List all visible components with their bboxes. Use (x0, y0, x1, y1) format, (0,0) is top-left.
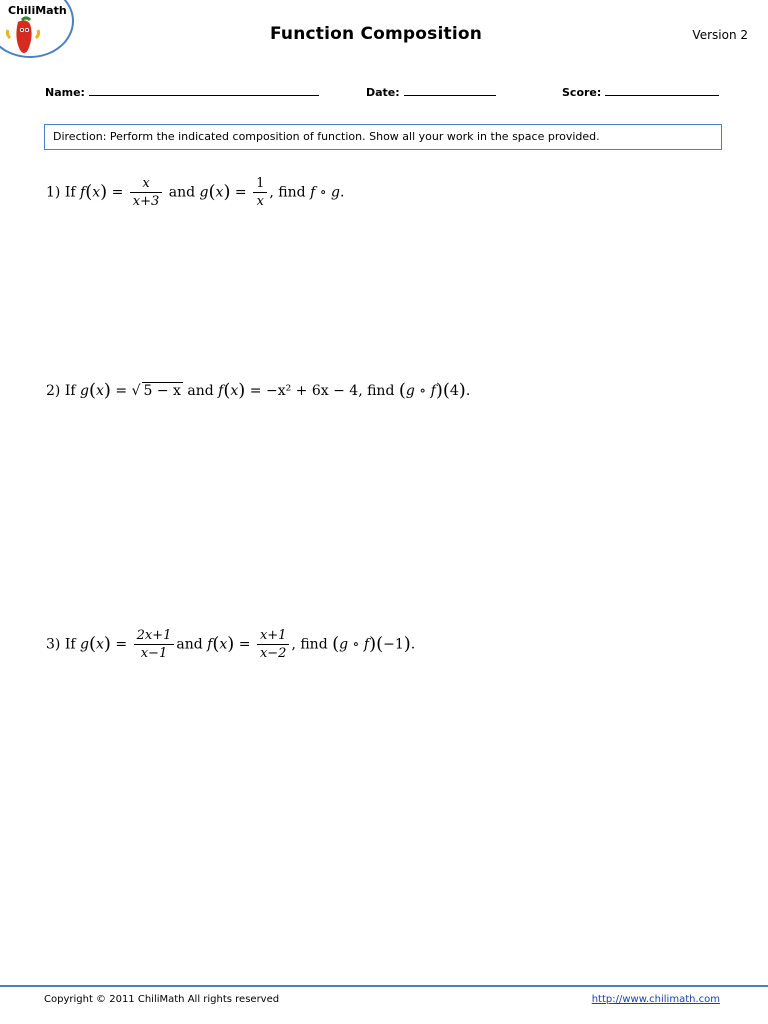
period: . (339, 184, 345, 201)
problem-number: 2) (46, 383, 61, 399)
problem-number: 3) (46, 636, 61, 653)
fraction-f (130, 176, 163, 209)
equals: = (115, 636, 128, 653)
var-x: x (219, 636, 228, 653)
equals: = (115, 383, 128, 399)
func-f: f (207, 636, 213, 653)
text-find: , find (358, 383, 395, 399)
var-x: x (230, 383, 239, 399)
name-field[interactable] (45, 86, 319, 99)
func-g: g (199, 184, 209, 201)
denominator: x−2 (259, 646, 287, 661)
footer-divider (0, 985, 768, 987)
numerator: 1 (253, 176, 267, 193)
text-if: If (64, 636, 76, 653)
fraction-g (253, 176, 267, 209)
equals: = (249, 383, 262, 399)
score-line (605, 86, 719, 96)
text-if: If (64, 383, 76, 399)
var-x: x (96, 636, 104, 653)
page-title: Function Composition (269, 24, 483, 44)
period: . (410, 636, 416, 653)
denominator: x (256, 194, 264, 209)
name-label: Name: (45, 86, 85, 99)
direction-box: Direction: Perform the indicated composition of function. Show all your work in the space provided. (44, 124, 722, 150)
date-label: Date: (366, 86, 400, 99)
score-label: Score: (562, 86, 602, 99)
copyright-text: Copyright © 2011 ChiliMath All rights reserved (44, 994, 280, 1005)
composition: g ∘ f (405, 383, 436, 399)
denominator: x−1 (140, 646, 168, 661)
var-x: x (92, 184, 101, 201)
func-f: f (218, 383, 224, 399)
logo-text: ChiliMath (8, 4, 67, 17)
composition: f ∘ g (310, 184, 340, 201)
fraction-f (257, 628, 290, 661)
sqrt-symbol: √ (131, 383, 141, 399)
var-x: x (215, 184, 224, 201)
sqrt-argument: 5 − x (143, 383, 181, 399)
equals: = (234, 184, 247, 201)
text-and: and (187, 383, 214, 399)
polynomial: −x² + 6x − 4 (265, 383, 359, 399)
equals: = (238, 636, 251, 653)
text-find: , find (269, 184, 306, 201)
date-line (404, 86, 496, 96)
problem-2: 2) If g(x) = √ 5 − x and f(x) = −x² + 6x − 4, find (g ∘ f)(4). (46, 380, 471, 401)
problem-number: 1) (46, 184, 61, 201)
website-link[interactable]: http://www.chilimath.com (591, 994, 720, 1005)
numerator: x+1 (257, 628, 290, 645)
argument: 4 (449, 383, 459, 399)
date-field[interactable] (366, 86, 496, 99)
equals: = (111, 184, 124, 201)
problem-1: 1) If f(x) = $\frac{x}{x+3}$ and g(x) = $\frac{1}{x}$ , find f ∘ g. (46, 176, 345, 209)
version-label: Version 2 (692, 28, 748, 42)
var-x: x (96, 383, 104, 399)
composition: g ∘ f (339, 636, 370, 653)
denominator: x+3 (132, 194, 160, 209)
problem-3: 3) If g(x) = $\frac{2x+1}{x-1}$ and f(x) = $\frac{x+1}{x-2}$ , find (g ∘ f)(−1). (46, 628, 416, 661)
score-field[interactable] (562, 86, 719, 99)
fraction-g (134, 628, 175, 661)
argument: −1 (383, 636, 404, 653)
text-and: and (176, 636, 203, 653)
func-g: g (80, 383, 89, 399)
text-if: If (64, 184, 76, 201)
func-f: f (80, 184, 86, 201)
text-find: , find (291, 636, 328, 653)
name-line (89, 86, 319, 96)
func-g: g (80, 636, 89, 653)
numerator: 2x+1 (134, 628, 175, 645)
period: . (465, 383, 471, 399)
text-and: and (168, 184, 196, 201)
numerator: x (130, 176, 163, 193)
